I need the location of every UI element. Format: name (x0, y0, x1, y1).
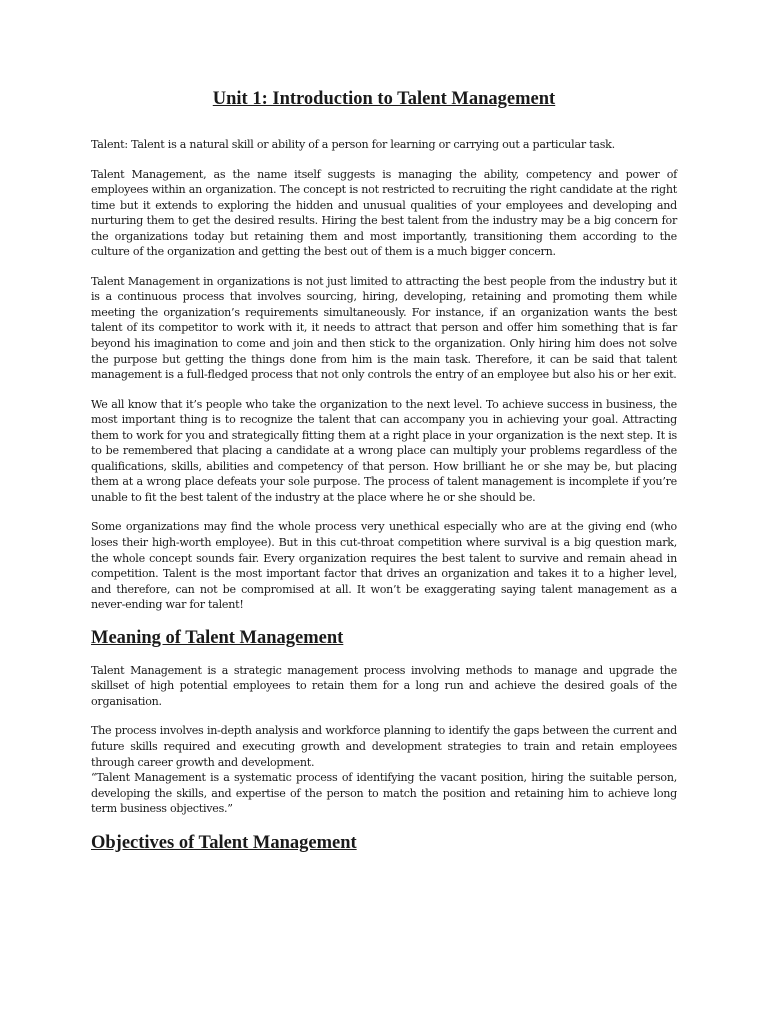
intro-paragraph-4: Some organizations may find the whole process very unethical especially who are at the giving end (who loses their high-worth employee). But in this cut-throat competition where survival is a big question mark, the whole concept sounds fair. Every organization requires the best talent to survive and remain ahead in competition. Talent is the most important factor that drives an organization and takes it to a higher level, and therefore, can not be compromised at all. It won’t be exaggerating saying talent management as a never-ending war for talent! (91, 520, 677, 612)
talent-definition-paragraph: Talent: Talent is a natural skill or ability of a person for learning or carrying out a particular task. (91, 138, 615, 151)
objectives-heading: Objectives of Talent Management (91, 832, 357, 853)
meaning-quote: “Talent Management is a systematic process of identifying the vacant position, hiring the suitable person, developing the skills, and expertise of the person to match the position and retaining him to achieve long term business objectives.” (91, 771, 677, 816)
meaning-paragraph-1: Talent Management is a strategic management process involving methods to manage and upgrade the skillset of high potential employees to retain them for a long run and achieve the desired goals of the organisation. (91, 663, 677, 708)
meaning-heading: Meaning of Talent Management (91, 627, 344, 648)
intro-paragraph-2: Talent Management in organizations is not just limited to attracting the best people from the industry but it is a continuous process that involves sourcing, hiring, developing, retaining and promoting them while meeting the organization’s requirements simultaneously. For instance, if an organization wants the best talent of its competitor to work with it, it needs to attract that person and offer him something that is far beyond his imagination to come and join and then stick to the organization. Only hiring him does not solve the purpose but getting the things done from him is the main task. Therefore, it can be said that talent management is a full-fledged process that not only controls the entry of an employee but also his or her exit. (91, 274, 677, 382)
intro-paragraph-1: Talent Management, as the name itself suggests is managing the ability, competency and power of employees within an organization. The concept is not restricted to recruiting the right candidate at the right time but it extends to exploring the hidden and unusual qualities of your employees and developing and nurturing them to get the desired results. Hiring the best talent from the industry may be a big concern for the organizations today but retaining them and most importantly, transitioning them according to the culture of the organization and getting the best out of them is a much bigger concern. (91, 167, 677, 259)
intro-paragraph-3: We all know that it’s people who take the organization to the next level. To achieve success in business, the most important thing is to recognize the talent that can accompany you in achieving your goal. Attracting them to work for you and strategically fitting them at a right place in your organization is the next step. It is to be remembered that placing a candidate at a wrong place can multiply your problems regardless of the qualifications, skills, abilities and competency of that person. How brilliant he or she may be, but placing them at a wrong place defeats your sole purpose. The process of talent management is incomplete if you’re unable to fit the best talent of the industry at the place where he or she should be. (91, 397, 677, 504)
document-title: Unit 1: Introduction to Talent Management (212, 89, 556, 109)
meaning-paragraph-2: The process involves in-depth analysis and workforce planning to identify the gaps between the current and future skills required and executing growth and development strategies to train and retain employees through career growth and development. (91, 724, 677, 769)
